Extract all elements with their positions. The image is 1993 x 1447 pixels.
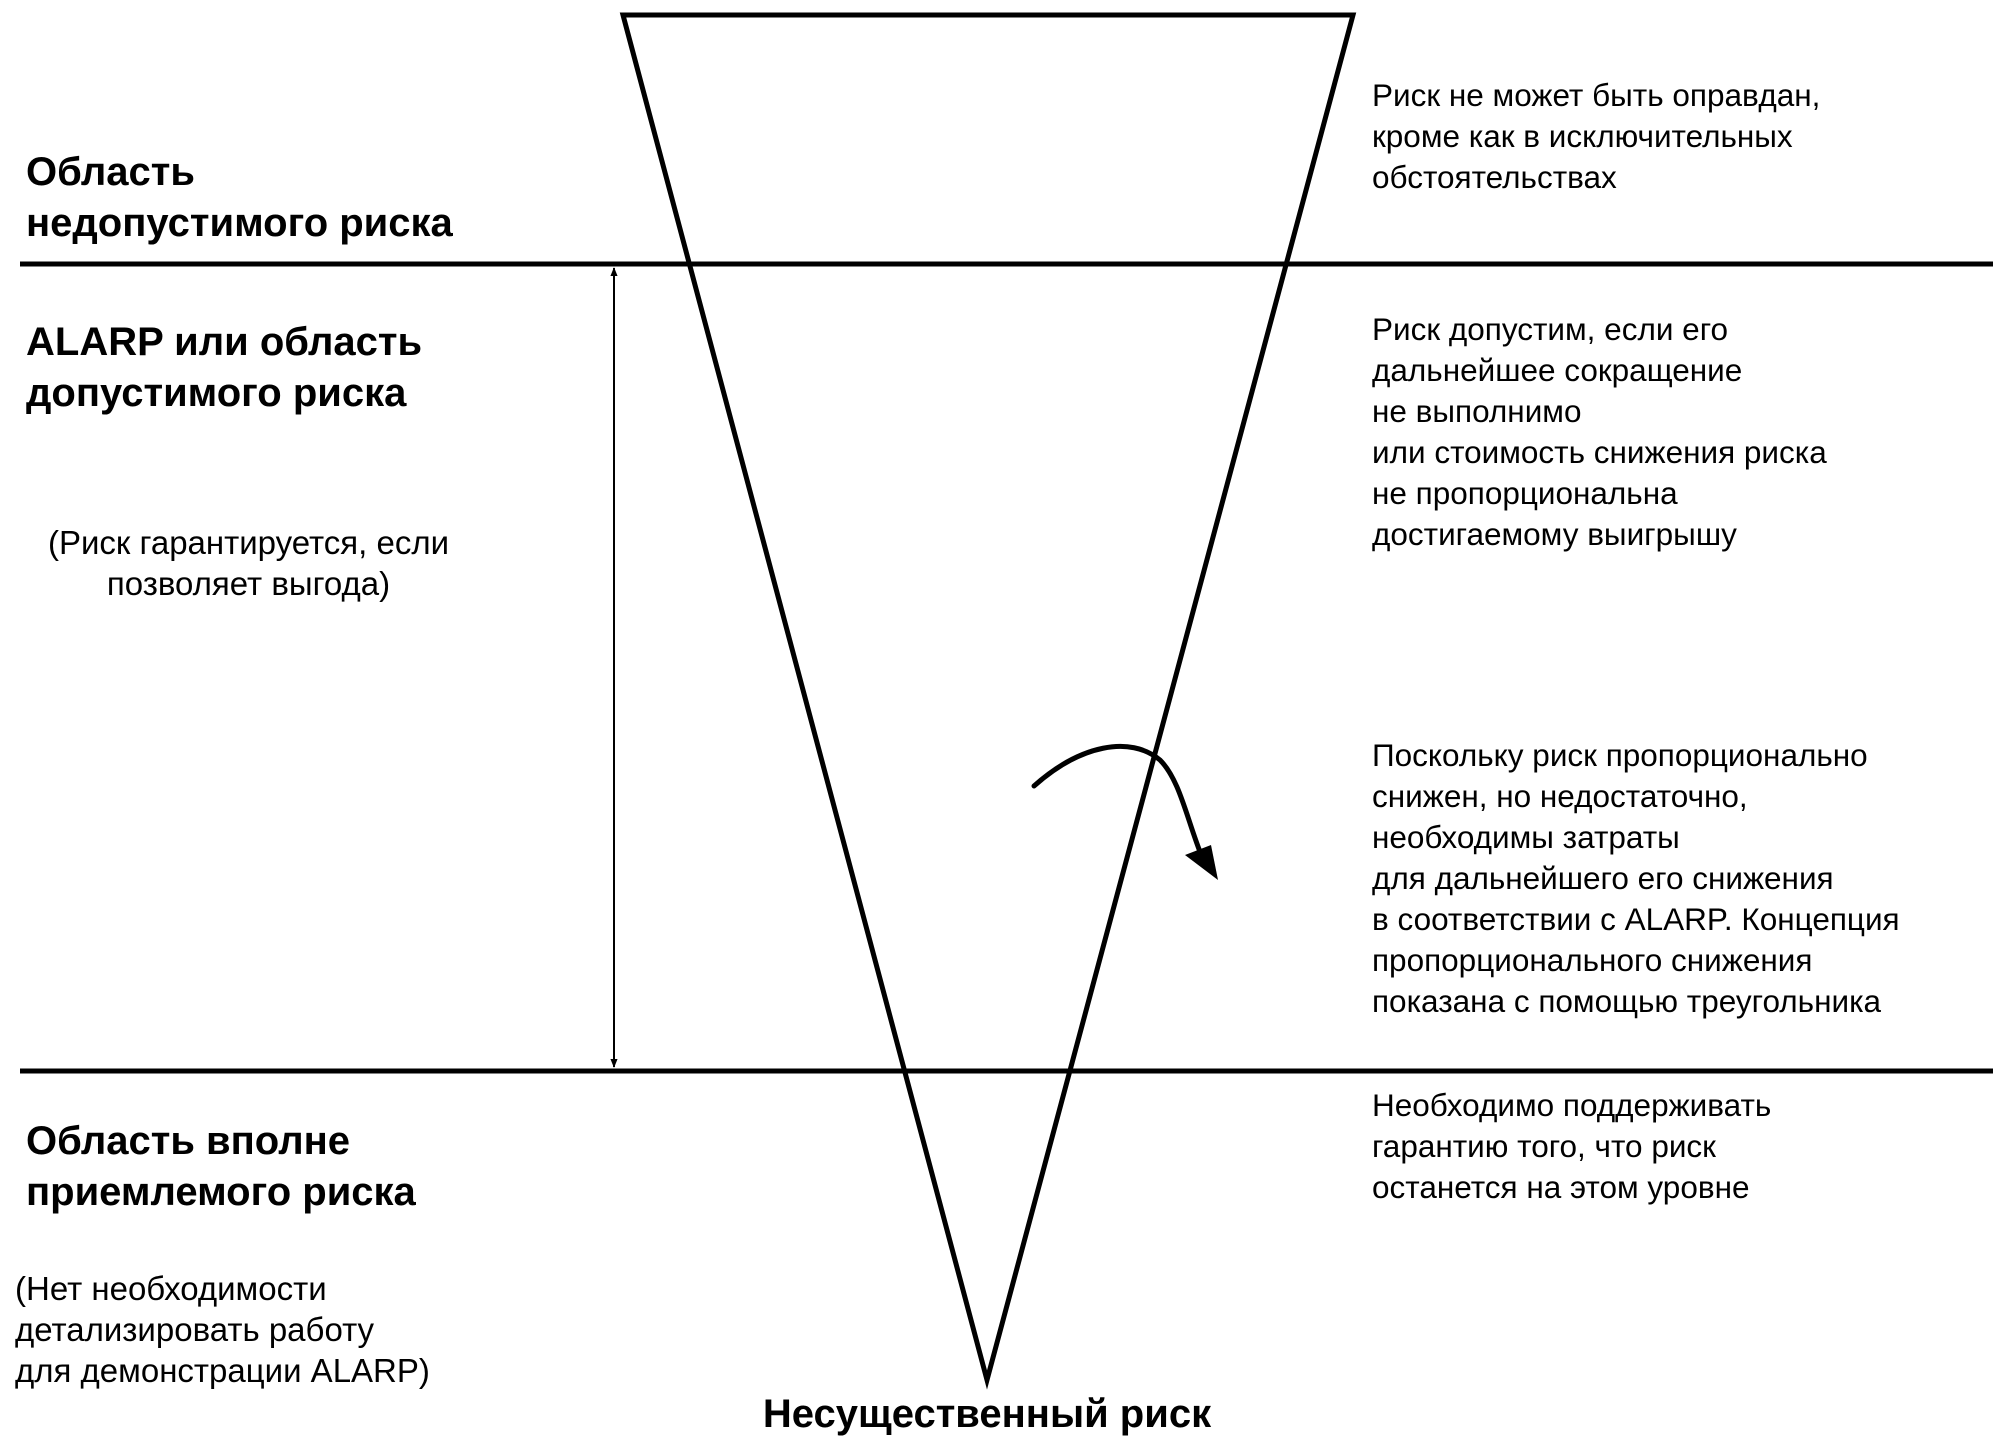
proportionality-note: Поскольку риск пропорционально снижен, но недостаточно, необходимы затраты для дальнейшего его снижения в соответствии с ALARP. Концепция пропорционального снижения показана с помощью треугольника (1372, 737, 1900, 1019)
alarp-region-description: Риск допустим, если его дальнейшее сокращение не выполнимо или стоимость снижения риска не пропорциональна достигаемому выигрышу (1372, 311, 1827, 552)
unacceptable-region-heading: Область недопустимого риска (26, 150, 453, 245)
unacceptable-region-description: Риск не может быть оправдан, кроме как в исключительных обстоятельствах (1372, 77, 1821, 195)
acceptable-region-note: (Нет необходимости детализировать работу для демонстрации ALARP) (15, 1270, 430, 1389)
acceptable-region-heading: Область вполне приемлемого риска (26, 1119, 416, 1214)
negligible-risk-label: Несущественный риск (762, 1392, 1212, 1436)
risk-triangle (623, 15, 1353, 1380)
acceptable-region-description: Необходимо поддерживать гарантию того, что риск останется на этом уровне (1372, 1087, 1772, 1205)
alarp-region-heading: ALARP или область допустимого риска (26, 320, 423, 415)
alarp-region-note: (Риск гарантируется, если позволяет выгода) (48, 524, 450, 602)
